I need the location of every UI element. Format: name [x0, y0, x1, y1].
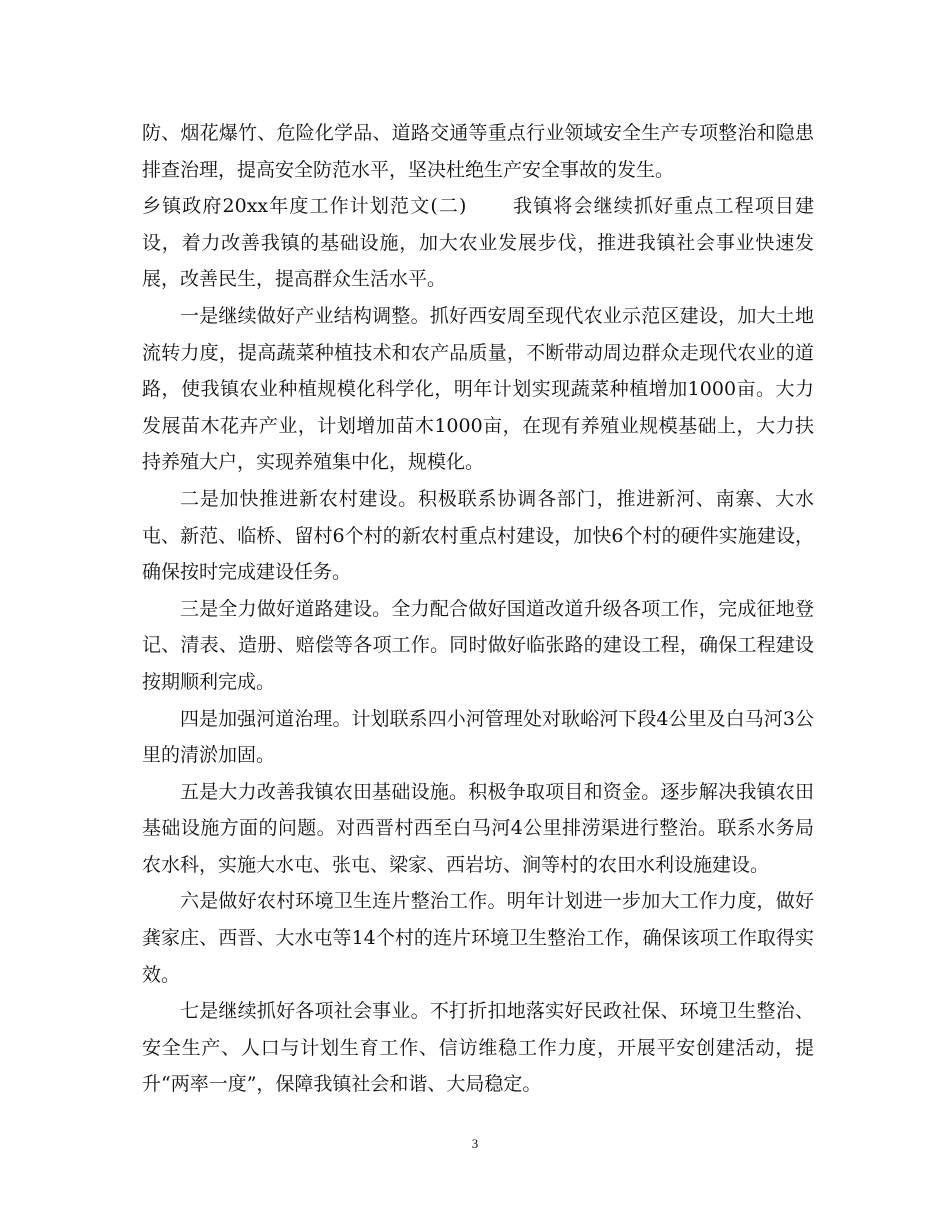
- paragraph-1: [142, 188, 814, 298]
- paragraph-8: [142, 993, 814, 1103]
- paragraph-text: 二是加快推进新农村建设。积极联系协调各部门，推进新河、南寨、大水屯、新范、临桥、留村6个村的新农村重点村建设，加快6个村的硬件实施建设，确保按时完成建设任务。: [142, 487, 814, 584]
- paragraph-5: [142, 701, 814, 774]
- section-heading: 乡镇政府20xx年度工作计划范文(二): [142, 195, 467, 218]
- document-body: [142, 115, 814, 1103]
- paragraph-2: [142, 298, 814, 481]
- paragraph-text: 七是继续抓好各项社会事业。不打折扣地落实好民政社保、环境卫生整治、安全生产、人口与计划生育工作、信访维稳工作力度，开展平安创建活动，提升“两率一度”，保障我镇社会和谐、大局稳定。: [142, 1000, 814, 1096]
- paragraph-text: 我镇将会继续抓好重点工程项目建设，着力改善我镇的基础设施，加大农业发展步伐，推进我镇社会事业快速发展，改善民生，提高群众生活水平。: [142, 195, 814, 291]
- paragraph-text: 四是加强河道治理。计划联系四小河管理处对耿峪河下段4公里及白马河3公里的清淤加固。: [142, 707, 814, 767]
- paragraph-6: [142, 774, 814, 884]
- paragraph-text: 一是继续做好产业结构调整。抓好西安周至现代农业示范区建设，加大土地流转力度，提高蔬菜种植技术和农产品质量，不断带动周边群众走现代农业的道路，使我镇农业种植规模化科学化，明年计划实现蔬菜种植增加1000亩。大力发展苗木花卉产业，计划增加苗木1000亩，在现有养殖业规模基础上，大力扶持养殖大户，实现养殖集中化，规模化。: [142, 304, 814, 474]
- paragraph-7: [142, 883, 814, 993]
- page-number: 3: [471, 1136, 479, 1151]
- paragraph-text: 防、烟花爆竹、危险化学品、道路交通等重点行业领域安全生产专项整治和隐患排查治理，提高安全防范水平，坚决杜绝生产安全事故的发生。: [142, 122, 814, 181]
- paragraph-0: [142, 115, 814, 188]
- paragraph-text: 三是全力做好道路建设。全力配合做好国道改道升级各项工作，完成征地登记、清表、造册、赔偿等各项工作。同时做好临张路的建设工程，确保工程建设按期顺利完成。: [142, 597, 814, 693]
- paragraph-text: 六是做好农村环境卫生连片整治工作。明年计划进一步加大工作力度，做好龚家庄、西晋、大水屯等14个村的连片环境卫生整治工作，确保该项工作取得实效。: [142, 890, 814, 986]
- paragraph-4: [142, 591, 814, 701]
- paragraph-3: [142, 481, 814, 591]
- paragraph-text: 五是大力改善我镇农田基础设施。积极争取项目和资金。逐步解决我镇农田基础设施方面的问题。对西晋村西至白马河4公里排涝渠进行整治。联系水务局农水科，实施大水屯、张屯、梁家、西岩坊、涧等村的农田水利设施建设。: [142, 780, 814, 876]
